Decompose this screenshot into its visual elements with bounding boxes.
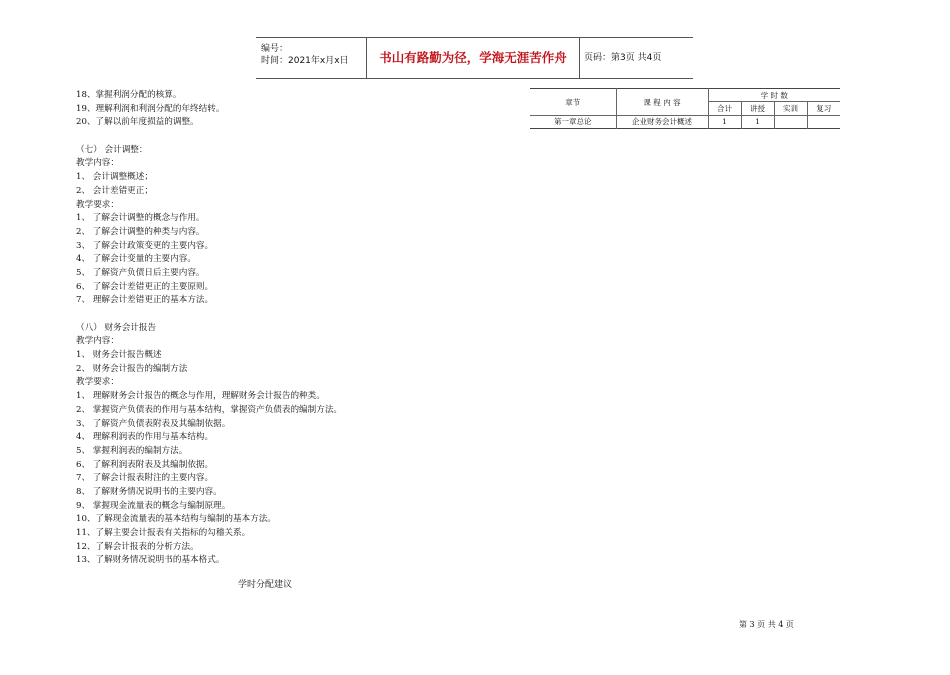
text-line: 3、 了解资产负债表附表及其编制依据。 <box>76 418 231 429</box>
text-line: （七） 会计调整： <box>76 144 148 155</box>
text-line: 10、了解现金流量表的基本结构与编制的基本方法。 <box>76 514 276 525</box>
text-line: 9、 掌握现金流量表的概念与编制原理。 <box>76 500 231 511</box>
text-line: 教学内容： <box>76 158 119 169</box>
text-line: 教学要求： <box>76 199 119 210</box>
text-line: 5、 了解资产负债日后主要内容。 <box>76 267 205 278</box>
page-header <box>256 37 693 79</box>
blank-line <box>76 130 342 144</box>
text-line: 6、 了解会计差错更正的主要原则。 <box>76 281 214 292</box>
text-line: 8、 了解财务情况说明书的主要内容。 <box>76 486 222 497</box>
text-line: 1、 理解财务会计报告的概念与作用，理解财务会计报告的种类。 <box>76 391 325 402</box>
page-footer: 第 3 页 共 4 页 <box>739 620 794 629</box>
hours-allocation-heading: 学时分配建议 <box>238 580 293 590</box>
text-line: 7、 理解会计差错更正的基本方法。 <box>76 295 214 306</box>
text-line: 4、 理解利润表的作用与基本结构。 <box>76 432 214 443</box>
header-meta <box>256 38 367 78</box>
cell-lecture: 1 <box>741 116 774 129</box>
hours-table <box>530 88 840 129</box>
text-line: 2、 掌握资产负债表的作用与基本结构，掌握资产负债表的编制方法。 <box>76 404 343 415</box>
text-line: 6、 了解利润表附表及其编制依据。 <box>76 459 214 470</box>
text-line: 19、理解利润和利润分配的年终结转。 <box>76 103 225 114</box>
text-line: 教学要求： <box>76 377 119 388</box>
cell-review <box>807 116 840 129</box>
text-line: 2、 财务会计报告的编制方法 <box>76 363 188 374</box>
text-line: 5、 掌握利润表的编制方法。 <box>76 445 188 456</box>
text-line: 1、 会计调整概述； <box>76 172 153 183</box>
text-line: 教学内容： <box>76 336 119 347</box>
col-chapter-header: 章节 <box>530 89 616 116</box>
subcol-total: 合计 <box>708 102 741 116</box>
subcol-practice: 实训 <box>774 102 807 116</box>
header-time: 时间：2021年x月x日 <box>261 56 349 66</box>
text-line: 2、 会计差错更正； <box>76 185 153 196</box>
text-line: 7、 了解会计报表附注的主要内容。 <box>76 473 214 484</box>
text-line: 11、了解主要会计报表有关指标的勾稽关系。 <box>76 528 251 538</box>
text-line: （八） 财务会计报告 <box>76 322 157 333</box>
header-page-number: 页码：第3页 共4页 <box>584 53 662 63</box>
cell-practice <box>774 116 807 129</box>
header-number-label: 编号： <box>261 44 289 54</box>
cell-total: 1 <box>708 116 741 129</box>
text-line: 12、了解会计报表的分析方法。 <box>76 541 199 552</box>
subcol-lecture: 讲授 <box>741 102 774 116</box>
text-line: 1、 财务会计报告概述 <box>76 350 162 361</box>
text-line: 20、了解以前年度损益的调整。 <box>76 117 199 128</box>
text-line: 3、 了解会计政策变更的主要内容。 <box>76 240 214 251</box>
cell-chapter: 第一章总论 <box>530 116 616 129</box>
header-motto: 书山有路勤为径，学海无涯苦作舟 <box>367 38 580 78</box>
subcol-review: 复习 <box>807 102 840 116</box>
text-line: 13、了解财务情况说明书的基本格式。 <box>76 555 225 566</box>
col-content-header: 课 程 内 容 <box>616 89 708 116</box>
text-line: 1、 了解会计调整的概念与作用。 <box>76 213 205 224</box>
text-line: 4、 了解会计变量的主要内容。 <box>76 254 196 265</box>
blank-line <box>76 308 342 322</box>
body-text <box>76 89 342 568</box>
table-row <box>530 116 840 129</box>
text-line: 2、 了解会计调整的种类与内容。 <box>76 226 205 237</box>
text-line: 18、掌握利润分配的核算。 <box>76 90 182 100</box>
cell-content: 企业财务会计概述 <box>616 116 708 129</box>
col-hours-header: 学 时 数 <box>708 89 840 102</box>
